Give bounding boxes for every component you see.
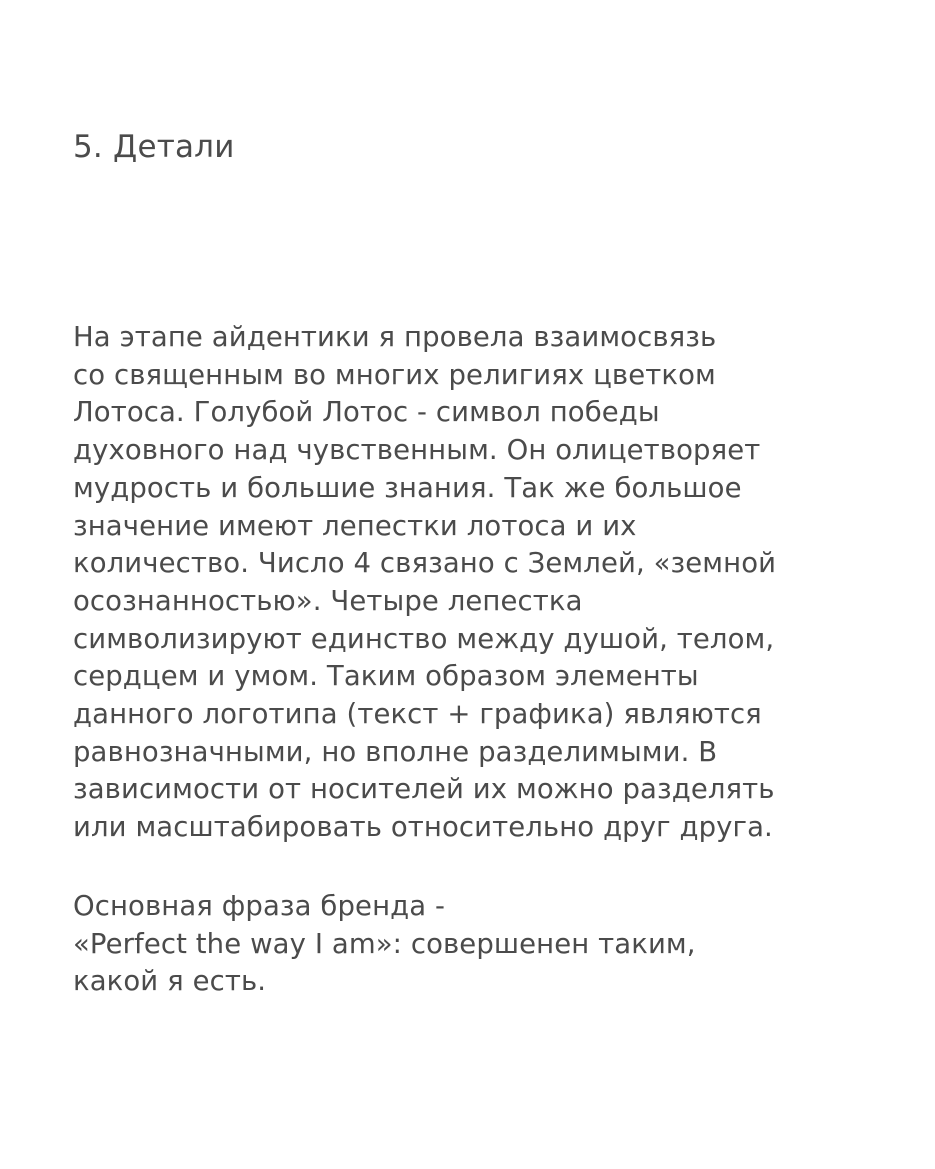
body-line: осознанностью». Четыре лепестка	[73, 584, 583, 617]
body-line: сердцем и умом. Таким образом элементы	[73, 660, 699, 693]
body-line: зависимости от носителей их можно разделять	[73, 773, 775, 806]
brand-phrase-paragraph	[73, 888, 873, 1001]
body-line: На этапе айдентики я провела взаимосвязь	[73, 321, 717, 353]
body-line: значение имеют лепестки лотоса и их	[73, 509, 637, 542]
body-paragraph	[73, 319, 873, 847]
body-line: символизируют единство между душой, телом,	[73, 622, 775, 655]
body-line: количество. Число 4 связано с Землей, «земной	[73, 547, 777, 580]
body-line: Лотоса. Голубой Лотос - символ победы	[73, 396, 660, 429]
brand-phrase-line: «Perfect the way I am»: совершенен таким,	[73, 927, 696, 960]
body-line: данного логотипа (текст + графика) являются	[73, 698, 762, 731]
brand-phrase-line: какой я есть.	[73, 965, 267, 998]
body-line: духовного над чувственным. Он олицетворяет	[73, 434, 761, 467]
brand-phrase-line: Основная фраза бренда -	[73, 890, 446, 922]
body-line: со священным во многих религиях цветком	[73, 358, 716, 391]
body-line: равнозначными, но вполне разделимыми. В	[73, 735, 718, 768]
section-title: 5. Детали	[73, 129, 235, 165]
body-line: мудрость и большие знания. Так же большое	[73, 471, 742, 504]
body-line: или масштабировать относительно друг друга.	[73, 811, 773, 844]
